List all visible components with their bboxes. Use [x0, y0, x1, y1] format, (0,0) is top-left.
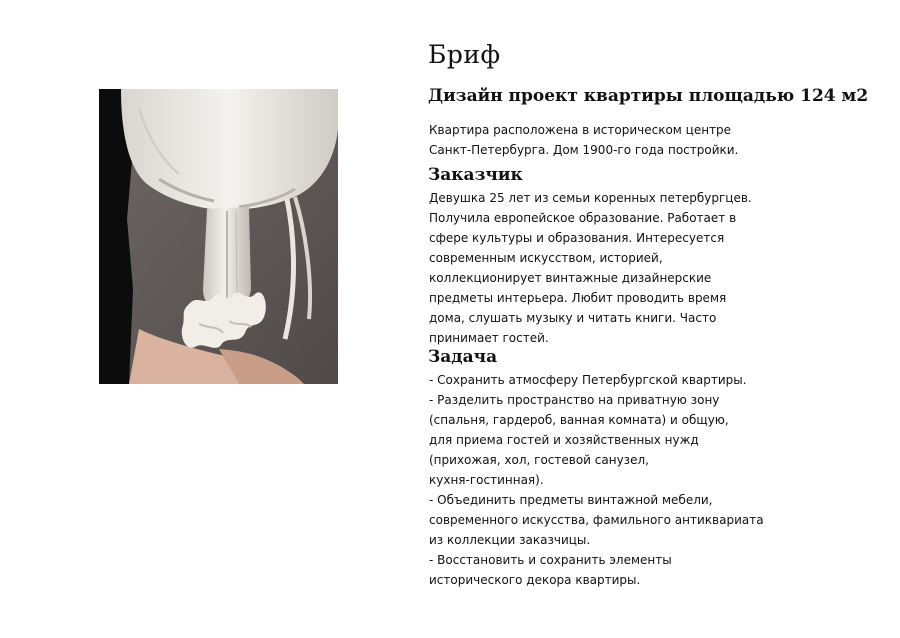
intro-line: Санкт-Петербурга. Дом 1900-го года постройки. [429, 143, 739, 157]
client-heading: Заказчик [428, 165, 523, 185]
sleeve-photo [99, 89, 338, 384]
project-subtitle: Дизайн проект квартиры площадью 124 м2 [428, 86, 869, 106]
intro-line: Квартира расположена в историческом центре [429, 123, 732, 137]
task-line: современного искусства, фамильного антиквариата [429, 513, 764, 527]
client-line: Получила европейское образование. Работает в [429, 211, 737, 225]
page-title: Бриф [428, 40, 501, 69]
task-line: - Разделить пространство на приватную зону [429, 393, 720, 407]
task-description [429, 370, 764, 590]
client-line: дома, слушать музыку и читать книги. Часто [429, 311, 717, 325]
client-line: сфере культуры и образования. Интересуется [429, 231, 725, 245]
client-line: Девушка 25 лет из семьи коренных петербургцев. [429, 191, 752, 205]
task-line: для приема гостей и хозяйственных нужд [429, 433, 699, 447]
task-line: - Восстановить и сохранить элементы [429, 553, 672, 567]
task-line: (спальня, гардероб, ванная комната) и общую, [429, 413, 729, 427]
client-description [429, 188, 752, 348]
task-heading: Задача [428, 347, 498, 367]
client-line: предметы интерьера. Любит проводить время [429, 291, 727, 305]
client-line: современным искусством, историей, [429, 251, 663, 265]
task-line: - Сохранить атмосферу Петербургской квартиры. [429, 373, 747, 387]
intro-text [429, 120, 738, 160]
task-line: кухня-гостинная). [429, 473, 544, 487]
client-line: коллекционирует винтажные дизайнерские [429, 271, 712, 285]
task-line: из коллекции заказчицы. [429, 533, 591, 547]
task-line: - Объединить предметы винтажной мебели, [429, 493, 713, 507]
task-line: исторического декора квартиры. [429, 573, 641, 587]
task-line: (прихожая, хол, гостевой санузел, [429, 453, 649, 467]
client-line: принимает гостей. [429, 331, 549, 345]
